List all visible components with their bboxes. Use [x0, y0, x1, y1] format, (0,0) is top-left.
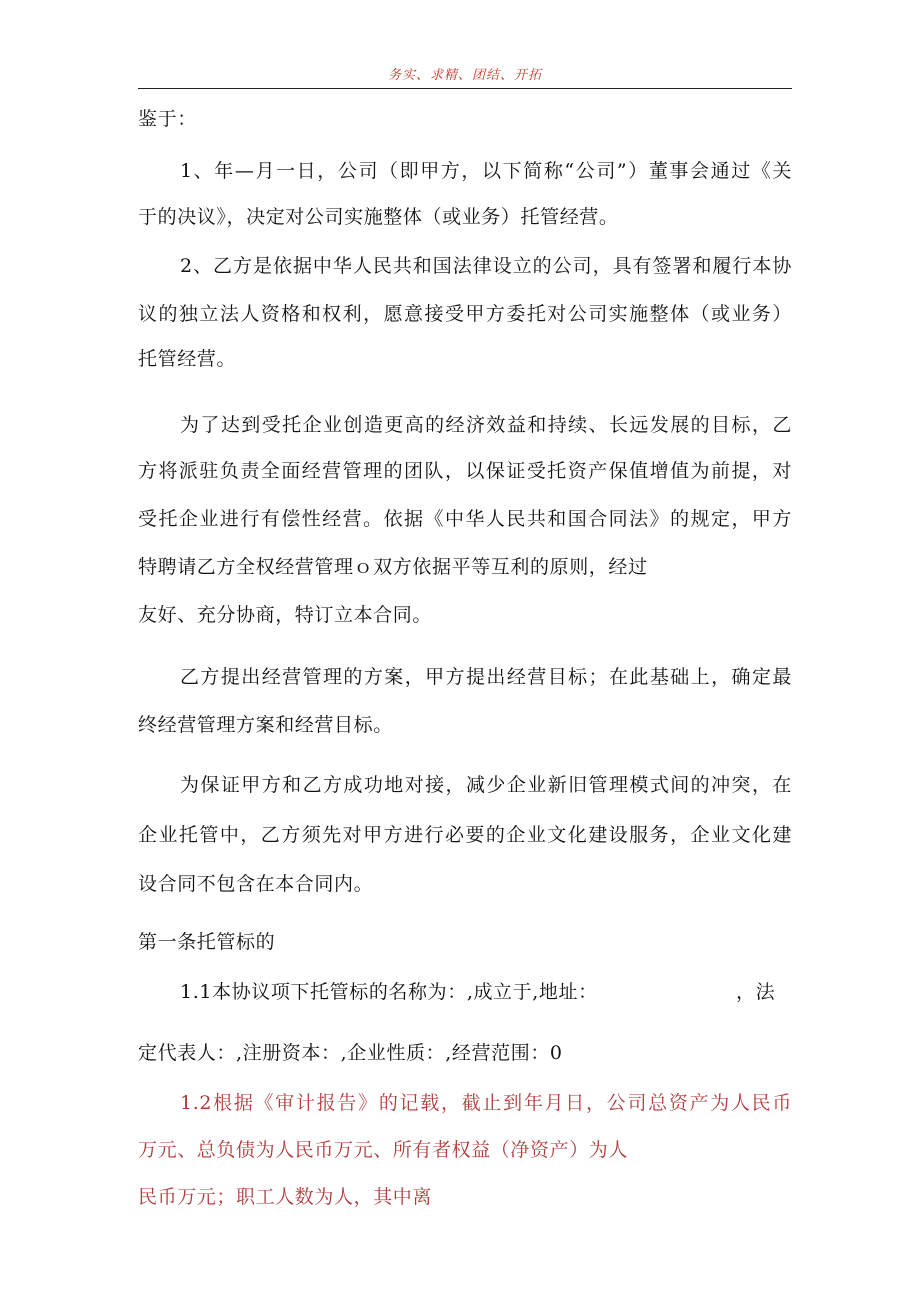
text-line: 于的决议》，决定对公司实施整体（或业务）托管经营。 — [138, 206, 619, 228]
text-line: 特聘请乙方全权经营管理ｏ双方依据平等互利的原则，经过 — [138, 556, 648, 578]
text-line: 企业托管中，乙方须先对甲方进行必要的企业文化建设服务，企业文化建 — [138, 824, 792, 846]
header-motto: 务实、求精、团结、开拓 — [387, 68, 542, 83]
text-line: 受托企业进行有偿性经营。依据《中华人民共和国合同法》的规定，甲方 — [138, 508, 792, 530]
text-line: ，法 — [736, 981, 776, 1003]
text-line: 终经营管理方案和经营目标。 — [138, 714, 393, 736]
text-line: 为保证甲方和乙方成功地对接，减少企业新旧管理模式间的冲突，在 — [180, 774, 792, 796]
text-line-highlighted: 万元、总负债为人民币万元、所有者权益（净资产）为人 — [138, 1139, 629, 1161]
text-line-highlighted: 1.2根据《审计报告》的记载，截止到年月日，公司总资产为人民币 — [180, 1092, 792, 1114]
text-line: 议的独立法人资格和权利，愿意接受甲方委托对公司实施整体（或业务） — [138, 303, 792, 325]
text-line-preamble: 鉴于： — [138, 108, 197, 130]
text-line: 友好、充分协商，特订立本合同。 — [138, 604, 433, 626]
text-line: 为了达到受托企业创造更高的经济效益和持续、长远发展的目标，乙 — [180, 414, 792, 436]
text-line: 1、年—月一日，公司（即甲方，以下简称“公司”）董事会通过《关 — [180, 160, 792, 182]
text-line: 乙方提出经营管理的方案，甲方提出经营目标；在此基础上，确定最 — [180, 666, 792, 688]
section-heading: 第一条托管标的 — [138, 931, 276, 953]
text-line: 托管经营。 — [138, 348, 237, 370]
text-line: 定代表人：,注册资本：,企业性质：,经营范围：0 — [138, 1042, 563, 1064]
page-header — [138, 64, 792, 89]
text-line: 设合同不包含在本合同内。 — [138, 873, 374, 895]
text-line: 方将派驻负责全面经营管理的团队，以保证受托资产保值增值为前提，对 — [138, 460, 792, 482]
text-line: 2、乙方是依据中华人民共和国法律设立的公司，具有签署和履行本协 — [180, 255, 792, 277]
text-line: 1.1本协议项下托管标的名称为：,成立于,地址： — [180, 981, 598, 1003]
text-line-highlighted: 民币万元；职工人数为人，其中离 — [138, 1186, 433, 1208]
